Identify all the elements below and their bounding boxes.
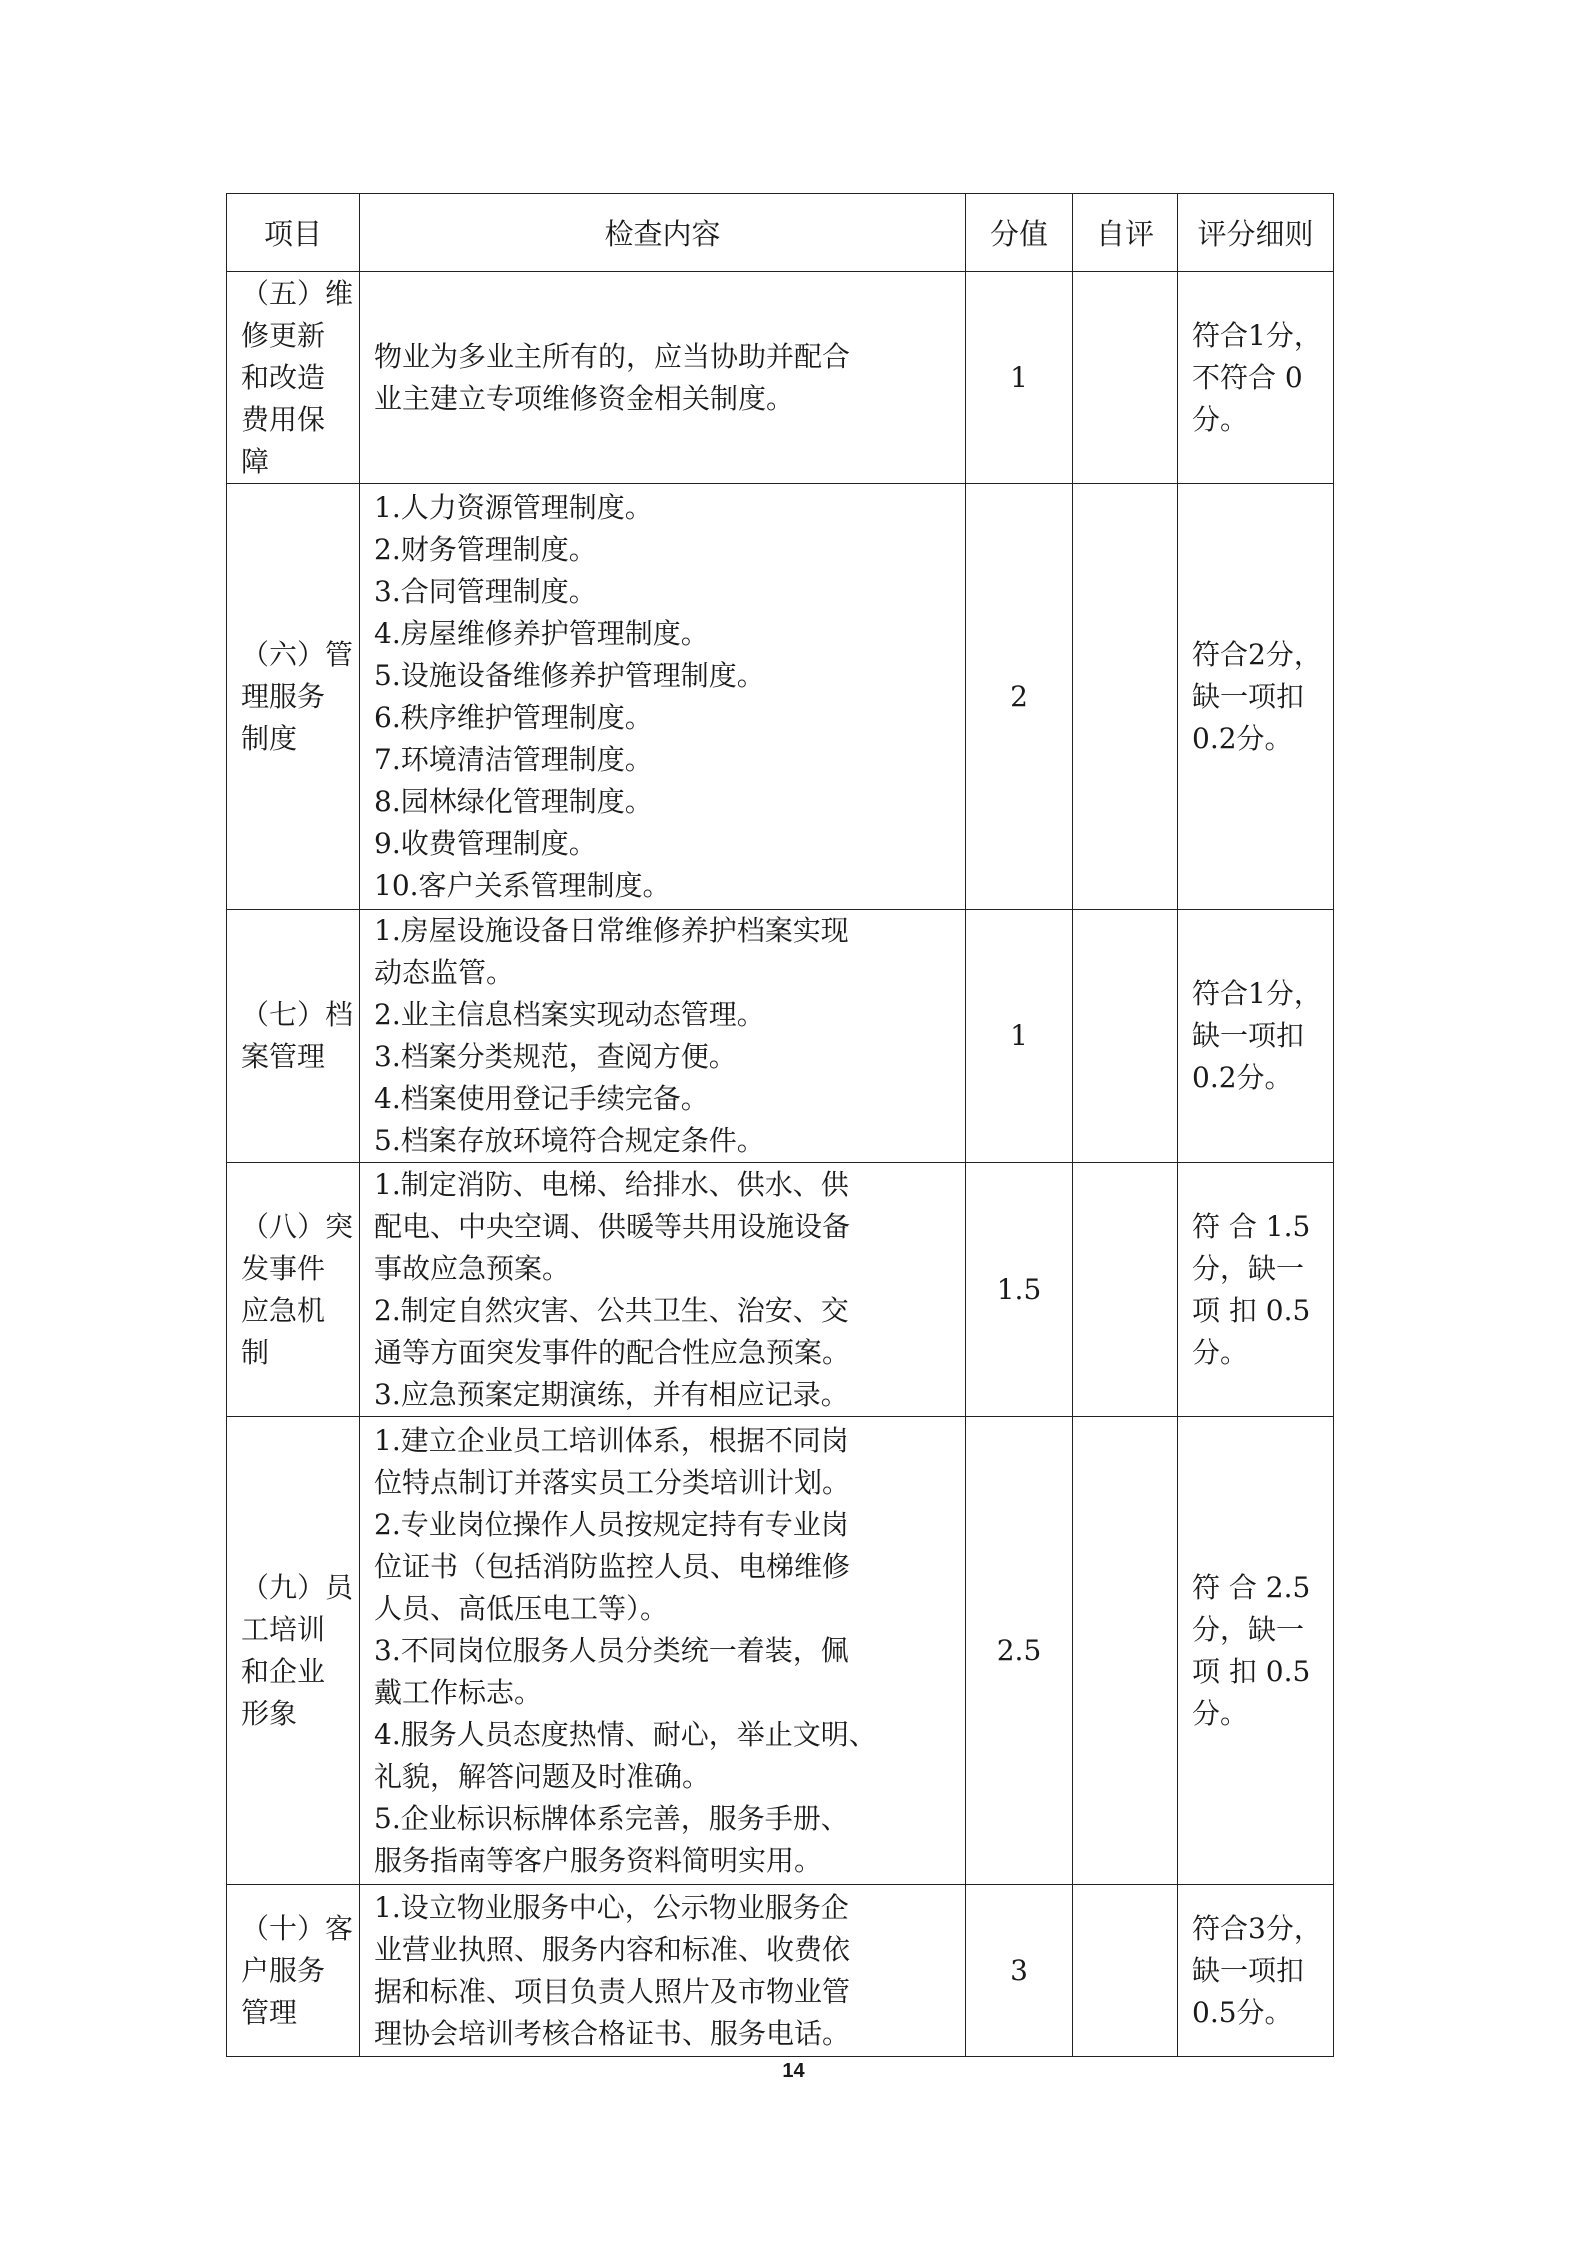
content-line: 据和标准、项目负责人照片及市物业管: [374, 1974, 851, 2008]
content-line: 理协会培训考核合格证书、服务电话。: [374, 2016, 851, 2050]
content-line: 6.秩序维护管理制度。: [374, 700, 653, 734]
row-item: [227, 272, 360, 484]
table-row: [227, 484, 1334, 910]
content-line: 1.设立物业服务中心，公示物业服务企: [374, 1890, 849, 1924]
item-line: 制: [241, 1335, 270, 1369]
content-line: 9.收费管理制度。: [374, 826, 597, 860]
row-item: [227, 1417, 360, 1885]
item-line: 和企业: [241, 1654, 326, 1688]
content-line: 2.财务管理制度。: [374, 532, 597, 566]
item-line: 形象: [241, 1696, 298, 1730]
inspection-table: [226, 193, 1334, 2057]
content-line: 2.业主信息档案实现动态管理。: [374, 998, 765, 1031]
item-line: 户服务: [241, 1953, 326, 1987]
row-content: [360, 484, 966, 910]
content-line: 4.房屋维修养护管理制度。: [374, 616, 709, 650]
rule-line: 分，缺一: [1192, 1612, 1305, 1646]
content-line: 位特点制订并落实员工分类培训计划。: [374, 1465, 851, 1499]
content-line: 戴工作标志。: [374, 1675, 543, 1709]
content-line: 2.制定自然灾害、公共卫生、治安、交: [374, 1293, 849, 1327]
header-self-evaluation: 自评: [1073, 194, 1178, 272]
self-evaluation-cell[interactable]: [1073, 1417, 1178, 1885]
content-line: 1.建立企业员工培训体系，根据不同岗: [374, 1423, 849, 1457]
row-item: [227, 1163, 360, 1417]
rule-line: 分。: [1192, 1335, 1249, 1369]
table-row: [227, 1417, 1334, 1885]
row-score: 1.5: [966, 1163, 1073, 1417]
row-content: [360, 1885, 966, 2057]
content-line: 服务指南等客户服务资料简明实用。: [374, 1843, 823, 1877]
rule-line: 缺一项扣: [1192, 679, 1305, 713]
row-rule: [1178, 1417, 1334, 1885]
rule-line: 项 扣 0.5: [1192, 1293, 1311, 1327]
item-line: （九）员: [241, 1570, 354, 1604]
row-rule: [1178, 1163, 1334, 1417]
content-line: 事故应急预案。: [374, 1251, 571, 1285]
content-line: 2.专业岗位操作人员按规定持有专业岗: [374, 1507, 849, 1541]
content-line: 3.合同管理制度。: [374, 574, 597, 608]
content-line: 7.环境清洁管理制度。: [374, 742, 653, 776]
content-line: 8.园林绿化管理制度。: [374, 784, 653, 818]
rule-line: 项 扣 0.5: [1192, 1654, 1311, 1688]
item-line: （五）维: [241, 276, 354, 310]
self-evaluation-cell[interactable]: [1073, 910, 1178, 1163]
content-line: 业主建立专项维修资金相关制度。: [374, 381, 795, 415]
content-line: 5.设施设备维修养护管理制度。: [374, 658, 765, 692]
rule-line: 0.2分。: [1192, 721, 1293, 755]
page-number: 14: [782, 2060, 805, 2082]
row-content: [360, 1417, 966, 1885]
row-item: [227, 1885, 360, 2057]
table-row: [227, 910, 1334, 1163]
content-line: 人员、高低压电工等）。: [374, 1591, 669, 1625]
row-rule: [1178, 484, 1334, 910]
content-line: 4.服务人员态度热情、耐心，举止文明、: [374, 1717, 877, 1751]
content-line: 礼貌，解答问题及时准确。: [374, 1759, 711, 1793]
header-scoring-rules: 评分细则: [1178, 194, 1334, 272]
content-line: 5.企业标识标牌体系完善，服务手册、: [374, 1801, 849, 1835]
rule-line: 分。: [1192, 1696, 1249, 1730]
item-line: 工培训: [241, 1612, 326, 1646]
row-rule: [1178, 910, 1334, 1163]
content-line: 3.不同岗位服务人员分类统一着装，佩: [374, 1633, 849, 1667]
rule-line: 符合1分，: [1192, 318, 1322, 352]
row-item: [227, 484, 360, 910]
content-line: 1.房屋设施设备日常维修养护档案实现: [374, 914, 849, 947]
row-rule: [1178, 272, 1334, 484]
item-line: 和改造: [241, 360, 326, 394]
content-line: 业营业执照、服务内容和标准、收费依: [374, 1932, 851, 1966]
row-item: [227, 910, 360, 1163]
item-line: 理服务: [241, 679, 326, 713]
rule-line: 缺一项扣: [1192, 1019, 1305, 1052]
row-score: 2.5: [966, 1417, 1073, 1885]
content-line: 1.制定消防、电梯、给排水、供水、供: [374, 1167, 849, 1201]
row-score: 3: [966, 1885, 1073, 2057]
self-evaluation-cell[interactable]: [1073, 1885, 1178, 2057]
item-line: （六）管: [241, 637, 354, 671]
self-evaluation-cell[interactable]: [1073, 484, 1178, 910]
item-line: 管理: [241, 1995, 298, 2029]
row-score: 1: [966, 910, 1073, 1163]
rule-line: 符合3分，: [1192, 1911, 1322, 1945]
item-line: 制度: [241, 721, 298, 755]
content-line: 10.客户关系管理制度。: [374, 868, 671, 902]
rule-line: 0.2分。: [1192, 1061, 1293, 1094]
item-line: 障: [241, 444, 270, 478]
item-line: （十）客: [241, 1911, 354, 1945]
content-line: 位证书（包括消防监控人员、电梯维修: [374, 1549, 851, 1583]
table-header-row: [227, 194, 1334, 272]
item-line: 发事件: [241, 1251, 326, 1285]
rule-line: 符合1分，: [1192, 977, 1322, 1010]
rule-line: 0.5分。: [1192, 1995, 1293, 2029]
rule-line: 符合2分，: [1192, 637, 1322, 671]
row-content: [360, 272, 966, 484]
header-item: 项目: [227, 194, 360, 272]
table-row: [227, 272, 1334, 484]
self-evaluation-cell[interactable]: [1073, 272, 1178, 484]
rule-line: 符 合 1.5: [1192, 1209, 1311, 1243]
rule-line: 缺一项扣: [1192, 1953, 1305, 1987]
row-content: [360, 910, 966, 1163]
rule-line: 不符合 0: [1192, 360, 1303, 394]
content-line: 3.档案分类规范，查阅方便。: [374, 1040, 737, 1073]
row-rule: [1178, 1885, 1334, 2057]
content-line: 动态监管。: [374, 956, 515, 989]
row-content: [360, 1163, 966, 1417]
item-line: 费用保: [241, 402, 326, 436]
item-line: （八）突: [241, 1209, 354, 1243]
table-row: [227, 1163, 1334, 1417]
content-line: 3.应急预案定期演练，并有相应记录。: [374, 1377, 849, 1411]
header-score: 分值: [966, 194, 1073, 272]
item-line: （七）档: [241, 998, 354, 1031]
item-line: 应急机: [241, 1293, 326, 1327]
rule-line: 分，缺一: [1192, 1251, 1305, 1285]
row-score: 2: [966, 484, 1073, 910]
item-line: 案管理: [241, 1040, 326, 1073]
content-line: 5.档案存放环境符合规定条件。: [374, 1124, 765, 1157]
content-line: 通等方面突发事件的配合性应急预案。: [374, 1335, 851, 1369]
content-line: 1.人力资源管理制度。: [374, 490, 653, 524]
content-line: 4.档案使用登记手续完备。: [374, 1082, 709, 1115]
row-score: 1: [966, 272, 1073, 484]
rule-line: 符 合 2.5: [1192, 1570, 1311, 1604]
self-evaluation-cell[interactable]: [1073, 1163, 1178, 1417]
content-line: 物业为多业主所有的，应当协助并配合: [374, 339, 851, 373]
rule-line: 分。: [1192, 402, 1249, 436]
header-content: 检查内容: [360, 194, 966, 272]
table-row: [227, 1885, 1334, 2057]
item-line: 修更新: [241, 318, 326, 352]
content-line: 配电、中央空调、供暖等共用设施设备: [374, 1209, 851, 1243]
